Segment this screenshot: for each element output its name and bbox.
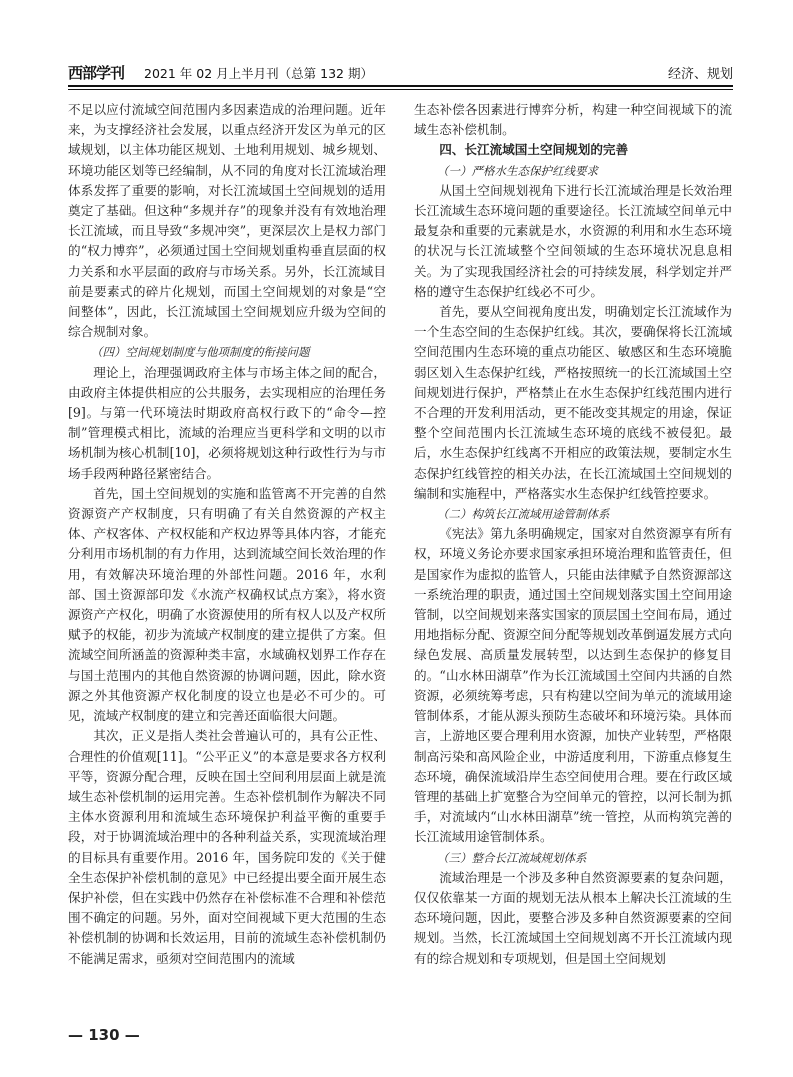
paragraph: 生态补偿各因素进行博弈分析，构建一种空间视域下的流域生态补偿机制。 bbox=[414, 102, 732, 138]
paragraph: 不足以应付流域空间范围内多因素造成的治理问题。近年来，为支撑经济社会发展，以重点经济开发区为单元的区域规划，以主体功能区规划、土地利用规划、城乡规划、环境功能区划等已经编制，从不同的角度对长江流域治理体系发挥了重要的影响，对长江流域国土空间规划的适用奠定了基础。但这种“多规并存”的现象并没有有效地治理长江流域，而且导致“多规冲突”，更深层次上是权力部门的“权力博弈”，必须通过国土空间规划重构垂直层面的权力关系和水平层面的政府与市场关系。另外，长江流域目前是要素式的碎片化规划，而国土空间规划的对象是“空间整体”，因此，长江流域国土空间规划应升级为空间的综合规制对象。 bbox=[68, 102, 386, 340]
subsection-heading: （三）整合长江流域规划体系 bbox=[437, 850, 587, 865]
page-header bbox=[68, 61, 733, 83]
subsection-heading: （四）空间规划制度与他项制度的衔接问题 bbox=[91, 345, 310, 360]
subsection-heading: （二）构筑长江流域用途管制体系 bbox=[437, 507, 610, 522]
right-column bbox=[414, 100, 732, 969]
header-rule-thin bbox=[68, 89, 733, 90]
left-column bbox=[68, 100, 386, 969]
paragraph: 首先，国土空间规划的实施和监管离不开完善的自然资源资产产权制度，只有明确了有关自然资源的产权主体、产权客体、产权权能和产权边界等具体内容，才能充分利用市场机制的有力作用，达到流域空间长效治理的作用，有效解决环境治理的外部性问题。2016 年，水利部、国土资源部印发《水流产权确权试点方案》，将水资源资产产权化，明确了水资源使用的所有权人以及产权所赋予的权能，初步为流域产权制度的建立提供了方案。但流域空间所涵盖的资源种类丰富，水域确权划界工作存在与国土范围内的其他自然资源的协调问题，因此，除水资源之外其他资源产权化制度的设立也是必不可少的。可见，流域产权制度的建立和完善还面临很大问题。 bbox=[68, 485, 386, 724]
subsection-heading: （一）严格水生态保护红线要求 bbox=[437, 163, 598, 178]
section-tag: 经济、规划 bbox=[667, 67, 733, 82]
paragraph: 首先，要从空间视角度出发，明确划定长江流域作为一个生态空间的生态保护红线。其次，要确保将长江流域空间范围内生态环境的重点功能区、敏感区和生态环境脆弱区划入生态保护红线，严格按照统一的长江流域国土空间规划进行保护，严格禁止在水生态保护红线范围内进行不合理的开发利用活动，更不能改变其规定的用途，保证整个空间范围内长江流域生态环境的底线不被侵犯。最后，水生态保护红线离不开相应的政策法规，要制定水生态保护红线管控的相关办法，在长江流域国土空间规划的编制和实施程中，严格落实水生态保护红线管控要求。 bbox=[414, 304, 732, 501]
paragraph: 其次，正义是指人类社会普遍认可的，具有公正性、合理性的价值观[11]。“公平正义”的本意是要求各方权利平等，资源分配合理，反映在国土空间利用层面上就是流域生态补偿机制的运用完善。生态补偿机制作为解决不同主体水资源利用和流域生态环境保护利益平衡的重要手段，对于协调流域治理中的各种利益关系，实现流域治理的目标具有重要作用。2016 年，国务院印发的《关于健全生态保护补偿机制的意见》中已经提出要全面开展生态保护补偿，但在实践中仍然存在补偿标准不合理和补偿范围不确定的问题。另外，面对空间视域下更大范围的生态补偿机制的协调和长效运用，目前的流域生态补偿机制仍不能满足需求，亟须对空间范围内的流域 bbox=[68, 728, 386, 966]
issue-info: 2021 年 02 月上半月刊（总第 132 期） bbox=[144, 66, 373, 81]
paragraph: 流域治理是一个涉及多种自然资源要素的复杂问题，仅仅依靠某一方面的规划无法从根本上解决长江流域的生态环境问题，因此，要整合涉及多种自然资源要素的空间规划。当然，长江流域国土空间规划离不开长江流域内现有的综合规划和专项规划，但是国土空间规划 bbox=[414, 869, 732, 966]
paragraph: 《宪法》第九条明确规定，国家对自然资源享有所有权，环境义务论亦要求国家承担环境治理和监管责任，但是国家作为虚拟的监管人，只能由法律赋予自然资源部这一系统治理的职责，通过国土空间规划落实国土空间用途管制，以空间规划来落实国家的顶层国土空间布局，通过用地指标分配、资源空间分配等规划改革倒逼发展方式向绿色发展、高质量发展转型，以达到生态保护的修复目的。“山水林田湖草”作为长江流域国土空间内共涵的自然资源，必须统筹考虑，只有构建以空间为单元的流域用途管制体系，才能从源头预防生态破坏和环境污染。具体而言，上游地区要合理利用水资源，加快产业转型，严格限制高污染和高风险企业，中游适度利用，下游重点修复生态环境，确保流域沿岸生态空间使用合理。要在行政区域管理的基础上扩宽整合为空间单元的管控，以河长制为抓手，对流域内“山水林田湖草”统一管控，从而构筑完善的长江流域用途管制体系。 bbox=[414, 526, 732, 845]
page-number: — 130 — bbox=[68, 1026, 140, 1044]
section-heading: 四、长江流域国土空间规划的完善 bbox=[439, 142, 629, 158]
paragraph: 理论上，治理强调政府主体与市场主体之间的配合，由政府主体提供相应的公共服务，去实现相应的治理任务[9]。与第一代环境法时期政府高权行政下的“命令—控制”管理模式相比，流域的治理应当更科学和文明的以市场机制为核心机制[10]，必须将规划这种行政性行为与市场手段两种路径紧密结合。 bbox=[68, 364, 386, 481]
header-rule-thick bbox=[68, 85, 733, 87]
journal-logo: 西部学刊 bbox=[68, 64, 125, 82]
paragraph: 从国土空间规划视角下进行长江流域治理是长效治理长江流域生态环境问题的重要途径。长江流域空间单元中最复杂和重要的元素就是水，水资源的利用和水生态环境的状况与长江流域整个空间领域的生态环境状况息息相关。为了实现我国经济社会的可持续发展，科学划定并严格的遵守生态保护红线必不可少。 bbox=[414, 182, 732, 299]
